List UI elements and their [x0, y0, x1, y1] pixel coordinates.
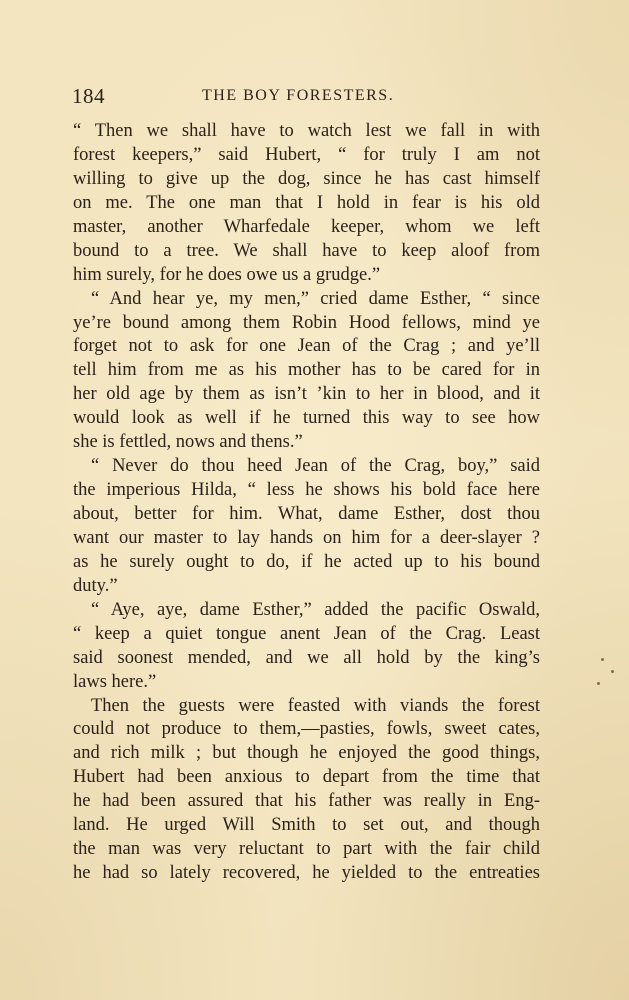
- running-title: THE BOY FORESTERS.: [202, 87, 395, 104]
- text-line: duty.”: [73, 575, 118, 596]
- text-line: her old age by them as isn’t ’kin to her in blood, and it: [73, 384, 540, 405]
- text-line: forest keepers,” said Hubert, “ for truly I am not: [73, 144, 540, 165]
- text-line: land. He urged Will Smith to set out, and though: [73, 815, 540, 836]
- text-line: as he surely ought to do, if he acted up to his bound: [73, 551, 540, 572]
- body-text: [73, 120, 540, 886]
- text-line: on me. The one man that I hold in fear is his old: [73, 192, 540, 213]
- text-line: want our master to lay hands on him for a deer-slayer ?: [73, 527, 540, 548]
- text-line: ye’re bound among them Robin Hood fellows, mind ye: [73, 312, 540, 333]
- text-line: the imperious Hilda, “ less he shows his bold face here: [73, 480, 540, 501]
- text-line: the man was very reluctant to part with the fair child: [73, 839, 540, 860]
- paper-blemish: [589, 640, 629, 720]
- text-line: “ keep a quiet tongue anent Jean of the Crag. Least: [73, 623, 540, 644]
- blemish-dot: [601, 658, 604, 661]
- text-line: laws here.”: [73, 671, 157, 692]
- text-line: “ Aye, aye, dame Esther,” added the pacific Oswald,: [91, 599, 540, 620]
- text-line: he had been assured that his father was really in Eng-: [73, 791, 540, 812]
- text-line: master, another Wharfedale keeper, whom we left: [73, 216, 540, 237]
- blemish-dot: [611, 670, 614, 673]
- text-line: “ And hear ye, my men,” cried dame Esther, “ since: [91, 288, 540, 309]
- text-line: would look as well if he turned this way to see how: [73, 408, 540, 429]
- text-line: tell him from me as his mother has to be cared for in: [73, 360, 540, 381]
- text-line: willing to give up the dog, since he has cast himself: [73, 168, 540, 189]
- text-line: Then the guests were feasted with viands the forest: [91, 695, 540, 716]
- running-head: [72, 84, 540, 108]
- text-line: said soonest mended, and we all hold by the king’s: [73, 647, 540, 668]
- text-line: him surely, for he does owe us a grudge.”: [73, 264, 381, 285]
- blemish-dot: [597, 682, 600, 685]
- text-line: bound to a tree. We shall have to keep aloof from: [73, 240, 540, 261]
- text-line: “ Then we shall have to watch lest we fall in with: [73, 121, 540, 141]
- text-line: could not produce to them,—pasties, fowls, sweet cates,: [73, 719, 540, 740]
- text-line: and rich milk ; but though he enjoyed the good things,: [73, 743, 540, 764]
- text-line: she is fettled, nows and thens.”: [73, 432, 303, 453]
- text-line: “ Never do thou heed Jean of the Crag, boy,” said: [91, 456, 540, 477]
- page-number: 184: [72, 84, 105, 108]
- text-line: about, better for him. What, dame Esther, dost thou: [73, 504, 540, 524]
- text-line: Hubert had been anxious to depart from the time that: [73, 767, 540, 788]
- text-line: forget not to ask for one Jean of the Crag ; and ye’ll: [73, 336, 540, 357]
- text-line: he had so lately recovered, he yielded to the entreaties: [73, 863, 540, 884]
